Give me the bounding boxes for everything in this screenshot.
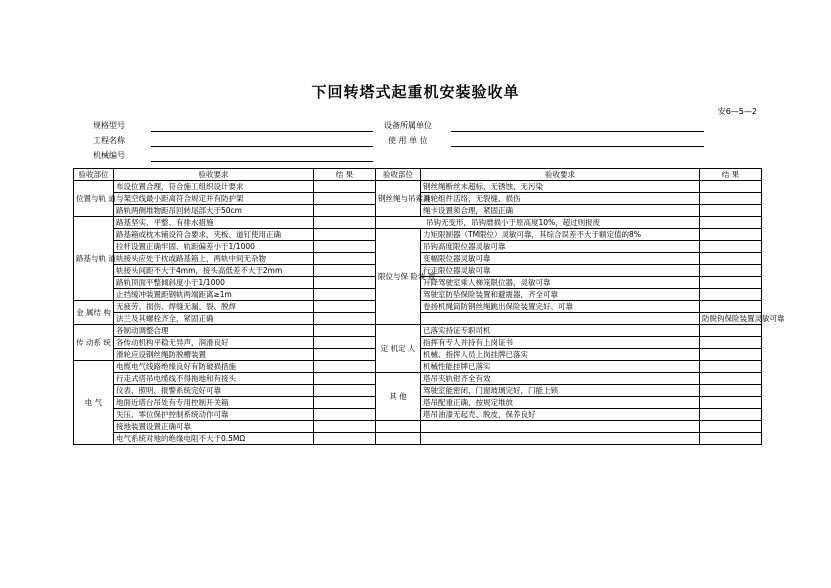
project-underline [151,146,373,147]
result-cell[interactable] [314,325,376,337]
result-cell[interactable] [700,397,762,409]
table-row [74,373,762,385]
category-limiters-cont [421,313,700,325]
table-row [74,181,762,193]
requirement: 轨接头间距不大于4mm，接头高低差不大于2mm [114,265,314,277]
requirement: 钢丝绳断丝未超标，无锈蚀、无污染 [421,181,700,193]
category-transmission: 传 动系 统 [74,325,114,361]
requirement: 电缆电气线路绝缘良好有防破损措施 [114,361,314,373]
requirement: 指挥有专人并持有上岗证书 [421,337,700,349]
result-cell[interactable] [314,349,376,361]
result-cell[interactable] [314,313,376,325]
result-cell[interactable] [700,253,762,265]
category-wire-rope: 钢丝绳与吊索具 [376,181,421,217]
requirement: 法兰及其螺栓齐全，紧固正确 [114,313,314,325]
result-cell[interactable] [314,229,376,241]
user-underline [451,146,704,147]
requirement: 机械、指挥人员上岗挂牌已落实 [421,349,700,361]
result-cell[interactable] [700,433,762,445]
result-cell[interactable] [314,181,376,193]
table-row [74,433,762,445]
inspection-table [73,168,785,445]
requirement: 轨接头应处于枕或路基箱上，两轨中间无杂物 [114,253,314,265]
result-cell[interactable] [700,301,762,313]
result-cell[interactable] [314,289,376,301]
result-cell[interactable] [700,349,762,361]
requirement: 拉杆设置正确牢固、轨距偏差小于1/1000 [114,241,314,253]
result-cell[interactable] [314,385,376,397]
header-result-left: 结 果 [314,169,376,181]
result-cell[interactable] [700,193,762,205]
requirement: 塔吊配重正确，按规定堆放 [421,397,700,409]
header-result-right: 结 果 [700,169,762,181]
requirement: 升降驾驶室乘人梯笼限位器，灵敏可靠 [421,277,700,289]
requirement: 电气系统对地的绝缘电阻不大于0.5MΩ [114,433,314,445]
owner-label: 设备所属单位 [384,121,432,130]
table-row [74,217,762,229]
header-category-left: 验收部位 [74,169,114,181]
result-cell[interactable] [314,397,376,409]
requirement: 绳卡设置须合理，紧固正确 [421,205,700,217]
requirement: 变幅限位器灵敏可靠 [421,253,700,265]
result-cell[interactable] [700,373,762,385]
result-cell[interactable] [314,301,376,313]
category-limiters: 限位与保 险装 置 [376,229,421,325]
requirement: 卷扬机绳筒防钢丝绳跳出保险装置完好、可靠 [421,301,700,313]
result-cell[interactable] [700,277,762,289]
owner-underline [451,131,704,132]
table-row [74,421,762,433]
result-cell[interactable] [314,193,376,205]
project-label: 工程名称 [93,136,125,145]
requirement: 力矩限制器（TM限位）灵敏可靠，其综合误差不大于额定值的8% [421,229,700,241]
header-requirement-left: 验收要求 [114,169,314,181]
category-roadbed-track: 路基与轨 道 [74,217,114,301]
result-cell[interactable] [700,289,762,301]
requirement: 路基箱或枕木铺设符合要求，夹板、道钉使用正确 [114,229,314,241]
requirement: 路轨两侧堆物距吊回转尾部大于50cm [114,205,314,217]
result-cell[interactable] [700,421,762,433]
requirement: 各制动调整合理 [114,325,314,337]
empty-requirement [421,421,700,433]
category-electrical: 电 气 [74,361,114,445]
result-cell[interactable] [700,181,762,193]
result-cell[interactable] [314,217,376,229]
result-cell[interactable] [700,265,762,277]
requirement: 行走限位器灵敏可靠 [421,265,700,277]
requirement: 失压、零位保护控制系统动作可靠 [114,409,314,421]
header-requirement-right: 验收要求 [421,169,700,181]
model-underline [151,131,373,132]
result-cell[interactable] [700,217,762,229]
result-cell[interactable] [314,265,376,277]
result-cell[interactable] [700,229,762,241]
result-cell[interactable] [700,385,762,397]
requirement: 接地装置设置正确可靠 [114,421,314,433]
requirement: 路轨顶面平整倾斜度小于1/1000 [114,277,314,289]
result-cell[interactable] [700,205,762,217]
requirement: 行走式塔吊电缆线不得拖地和有接头 [114,373,314,385]
requirement: 地面近塔台吊处有专用控制开关箱 [114,397,314,409]
result-cell[interactable] [700,241,762,253]
result-cell[interactable] [700,361,762,373]
page-title: 下回转塔式起重机安装验收单 [311,83,520,101]
requirement: 机械性能挂牌已落实 [421,361,700,373]
result-cell[interactable] [314,337,376,349]
table-header-row [74,169,762,181]
category-others: 其 他 [376,373,421,421]
table-row [74,229,762,241]
requirement: 仪表、照明、报警系统完好可靠 [114,385,314,397]
requirement: 塔吊油漆无起壳、脱皮，保养良好 [421,409,700,421]
category-position-track: 位置与轨 道 [74,181,114,217]
requirement: 无疲劳、损伤、焊缝无漏、裂、脱焊 [114,301,314,313]
category-fixed-persons: 定 机定 人 [376,325,421,373]
requirement: 驾驶室能密闭，门窗玻璃完好，门能上锁 [421,385,700,397]
empty-category [376,433,421,445]
form-code: 安6—5—2 [717,107,757,116]
result-cell[interactable] [314,253,376,265]
model-label: 规格型号 [93,121,125,130]
requirement: 防脱钩保险装置灵敏可靠 [700,313,762,325]
machine-no-underline [151,161,373,162]
user-label: 使 用 单 位 [388,136,428,145]
category-metal-structure: 金 属结 构 [74,301,114,325]
empty-requirement [421,433,700,445]
requirement: 布设位置合理，符合施工组织设计要求 [114,181,314,193]
result-cell[interactable] [314,361,376,373]
result-cell[interactable] [314,409,376,421]
requirement: 滑轮组件活络，无裂缝、损伤 [421,193,700,205]
header-category-right: 验收部位 [376,169,421,181]
result-cell[interactable] [314,373,376,385]
table-row [74,325,762,337]
requirement: 与架空线最小距离符合规定并有防护架 [114,193,314,205]
requirement: 塔吊夹轨钳齐全有效 [421,373,700,385]
result-cell[interactable] [314,277,376,289]
requirement: 路基坚实、平整、有排水措施 [114,217,314,229]
machine-no-label: 机械编号 [93,151,125,160]
result-cell[interactable] [700,337,762,349]
result-cell[interactable] [314,433,376,445]
requirement: 驾驶室防坠保险装置和避震器，齐全可靠 [421,289,700,301]
requirement: 各传动机构平稳无异声，润滑良好 [114,337,314,349]
result-cell[interactable] [700,409,762,421]
result-cell[interactable] [314,421,376,433]
empty-category [376,421,421,433]
requirement: 已落实持证专职司机 [421,325,700,337]
requirement: 吊钩无变形，吊钩磨损小于原高度10%，超过则报废 [376,217,700,229]
result-cell[interactable] [314,205,376,217]
requirement: 止挡缓冲装置距钢轨两端距离≥1m [114,289,314,301]
result-cell[interactable] [314,241,376,253]
requirement: 吊钩高度限位器灵敏可靠 [421,241,700,253]
result-cell[interactable] [700,325,762,337]
requirement: 滑轮应设钢丝绳防脱槽装置 [114,349,314,361]
